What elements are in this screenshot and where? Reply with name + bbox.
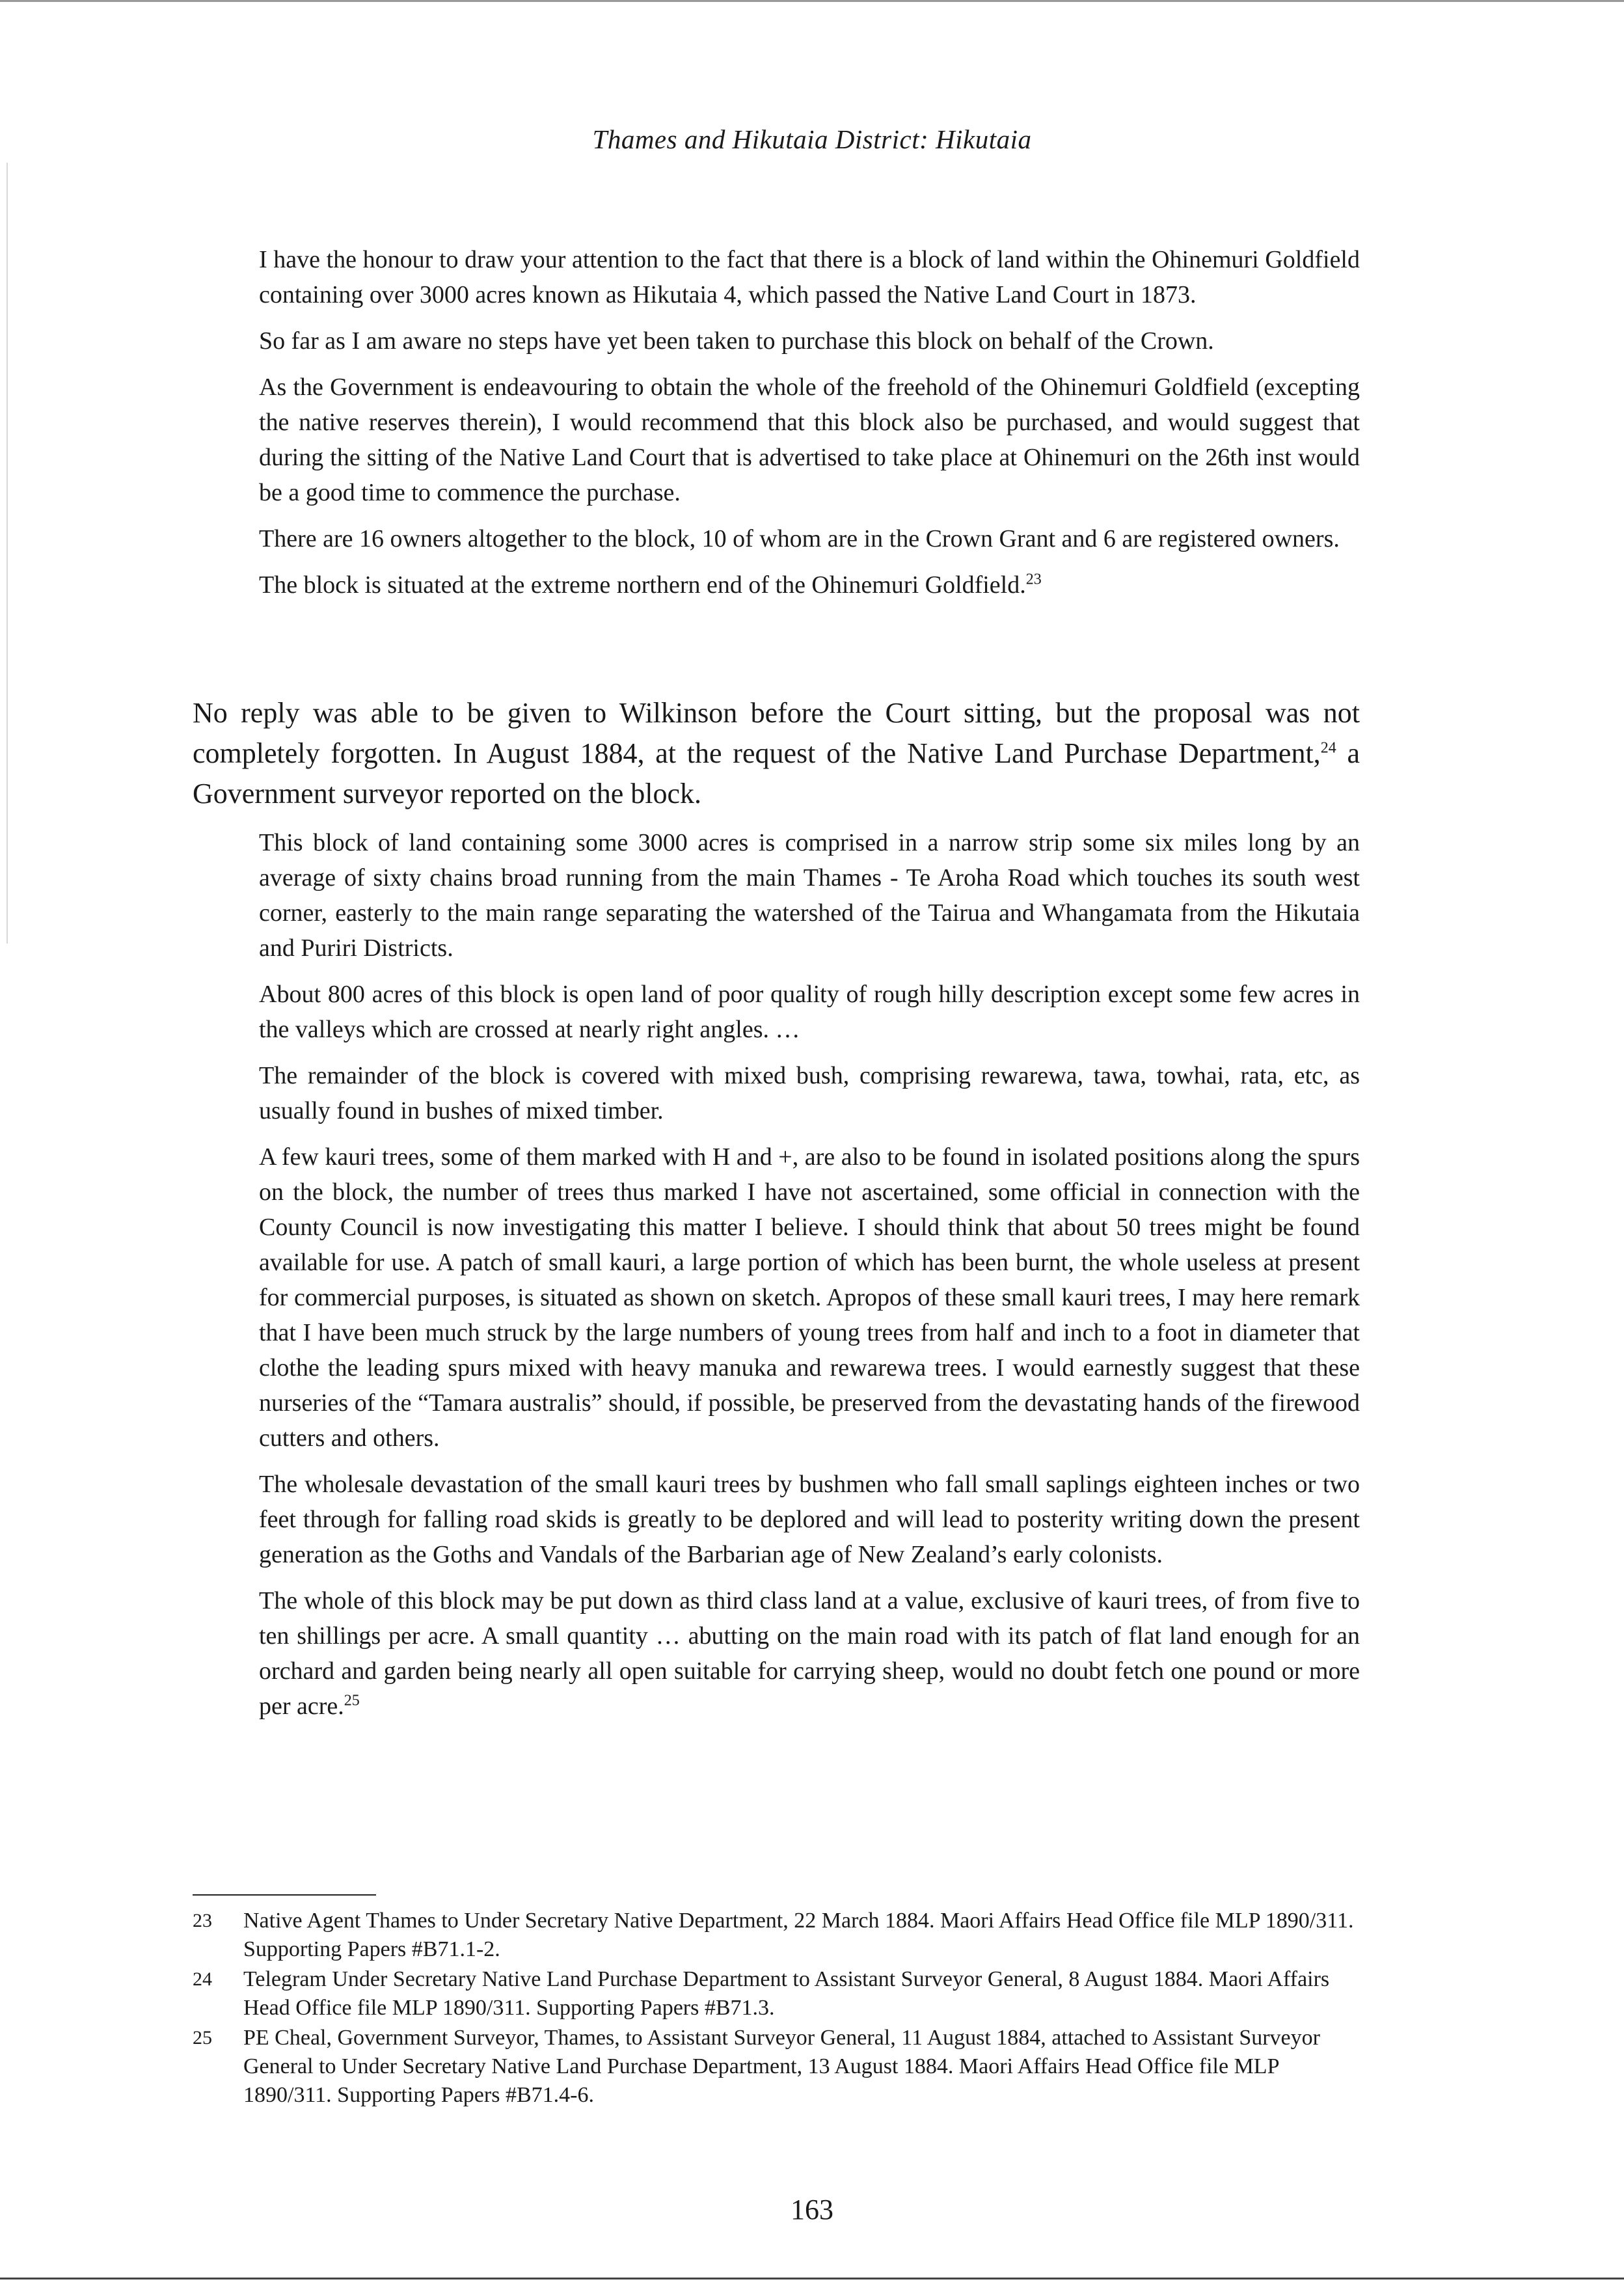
footnote-number: 24	[193, 1968, 212, 1990]
footnote-ref: 24	[1320, 739, 1336, 757]
footnote-ref: 23	[1025, 571, 1042, 588]
quote-text: The whole of this block may be put down as third class land at a value, exclusive of kauri trees, of from five to ten shillings per acre. A small quantity … abutting on the main road with its patch of flat land enough for an orchard and garden being nearly all open suitable for carrying sheep, would no doubt fetch one pound or more per acre.	[259, 1587, 1360, 1720]
footnote-number: 23	[193, 1910, 212, 1931]
top-border-rule	[0, 0, 1624, 2]
quote-paragraph: The wholesale devastation of the small kauri trees by bushmen who fall small saplings eighteen inches or two feet through for falling road skids is greatly to be deplored and will lead to posterity writing down the present generation as the Goths and Vandals of the Barbarian age of New Zealand’s early colonists.	[259, 1471, 1360, 1568]
quote-paragraph: This block of land containing some 3000 acres is comprised in a narrow strip some six miles long by an average of sixty chains broad running from the main Thames - Te Aroha Road which touches its south west corner, easterly to the main range separating the watershed of the Tairua and Whangamata from the Hikutaia and Puriri Districts.	[259, 829, 1360, 962]
footnote	[193, 2024, 1364, 2110]
body-text: No reply was able to be given to Wilkinson before the Court sitting, but the proposal was not completely forgotten. In August 1884, at the request of the Native Land Purchase Department,	[193, 697, 1360, 769]
bottom-border-rule	[0, 2278, 1624, 2279]
footnote-text: Telegram Under Secretary Native Land Purchase Department to Assistant Surveyor General, 8 August 1884. Maori Affairs Head Office file MLP 1890/311. Supporting Papers #B71.3.	[243, 1967, 1330, 2020]
quote-paragraph: There are 16 owners altogether to the block, 10 of whom are in the Crown Grant and 6 are registered owners.	[259, 525, 1340, 552]
footnote-text: Native Agent Thames to Under Secretary Native Department, 22 March 1884. Maori Affairs Head Office file MLP 1890/311. Supporting Papers #B71.1-2.	[243, 1909, 1354, 1961]
quote-text: The block is situated at the extreme northern end of the Ohinemuri Goldfield.	[259, 571, 1026, 599]
quote-paragraph	[259, 1583, 1360, 1724]
quote-paragraph: I have the honour to draw your attention to the fact that there is a block of land within the Ohinemuri Goldfield containing over 3000 acres known as Hikutaia 4, which passed the Native Land Court in 1873.	[259, 246, 1360, 308]
footnote-number: 25	[193, 2027, 212, 2048]
quote-paragraph: A few kauri trees, some of them marked with H and +, are also to be found in isolated positions along the spurs on the block, the number of trees thus marked I have not ascertained, some official in connection with the County Council is now investigating this matter I believe. I should think that about 50 trees might be found available for use. A patch of small kauri, a large portion of which has been burnt, the whole useless at present for commercial purposes, is situated as shown on sketch. Apropos of these small kauri trees, I may here remark that I have been much struck by the large numbers of young trees from half and inch to a foot in diameter that clothe the leading spurs mixed with heavy manuka and rewarewa trees. I would earnestly suggest that these nurseries of the “Tamara australis” should, if possible, be preserved from the devastating hands of the firewood cutters and others.	[259, 1143, 1360, 1452]
footnotes	[193, 1907, 1364, 2111]
footnote	[193, 1907, 1364, 1964]
page-number: 163	[791, 2194, 833, 2225]
quote-paragraph	[259, 567, 1360, 603]
footnote-ref: 25	[344, 1692, 360, 1709]
block-quote-letter	[259, 242, 1360, 614]
quote-paragraph: So far as I am aware no steps have yet been taken to purchase this block on behalf of the Crown.	[259, 327, 1214, 355]
footnote-text: PE Cheal, Government Surveyor, Thames, to Assistant Surveyor General, 11 August 1884, attached to Assistant Surveyor General to Under Secretary Native Land Purchase Department, 13 August 1884. Maori Affairs Head Office file MLP 1890/311. Supporting Papers #B71.4-6.	[243, 2026, 1320, 2107]
left-scan-edge	[7, 163, 8, 944]
body-paragraph	[193, 693, 1360, 814]
quote-paragraph: About 800 acres of this block is open land of poor quality of rough hilly description except some few acres in the valleys which are crossed at nearly right angles. …	[259, 981, 1360, 1043]
footnote	[193, 1965, 1364, 2022]
body-text: a Government surveyor reported on the block.	[193, 737, 1360, 810]
quote-paragraph: As the Government is endeavouring to obtain the whole of the freehold of the Ohinemuri Goldfield (excepting the native reserves therein), I would recommend that this block also be purchased, and would suggest that during the sitting of the Native Land Court that is advertised to take place at Ohinemuri on the 26th inst would be a good time to commence the purchase.	[259, 374, 1360, 506]
block-quote-survey-report	[259, 825, 1360, 1735]
body-paragraph-text	[193, 693, 1360, 814]
footnote-separator	[193, 1894, 376, 1896]
running-header: Thames and Hikutaia District: Hikutaia	[592, 124, 1032, 154]
quote-paragraph: The remainder of the block is covered with mixed bush, comprising rewarewa, tawa, towhai, rata, etc, as usually found in bushes of mixed timber.	[259, 1062, 1360, 1124]
